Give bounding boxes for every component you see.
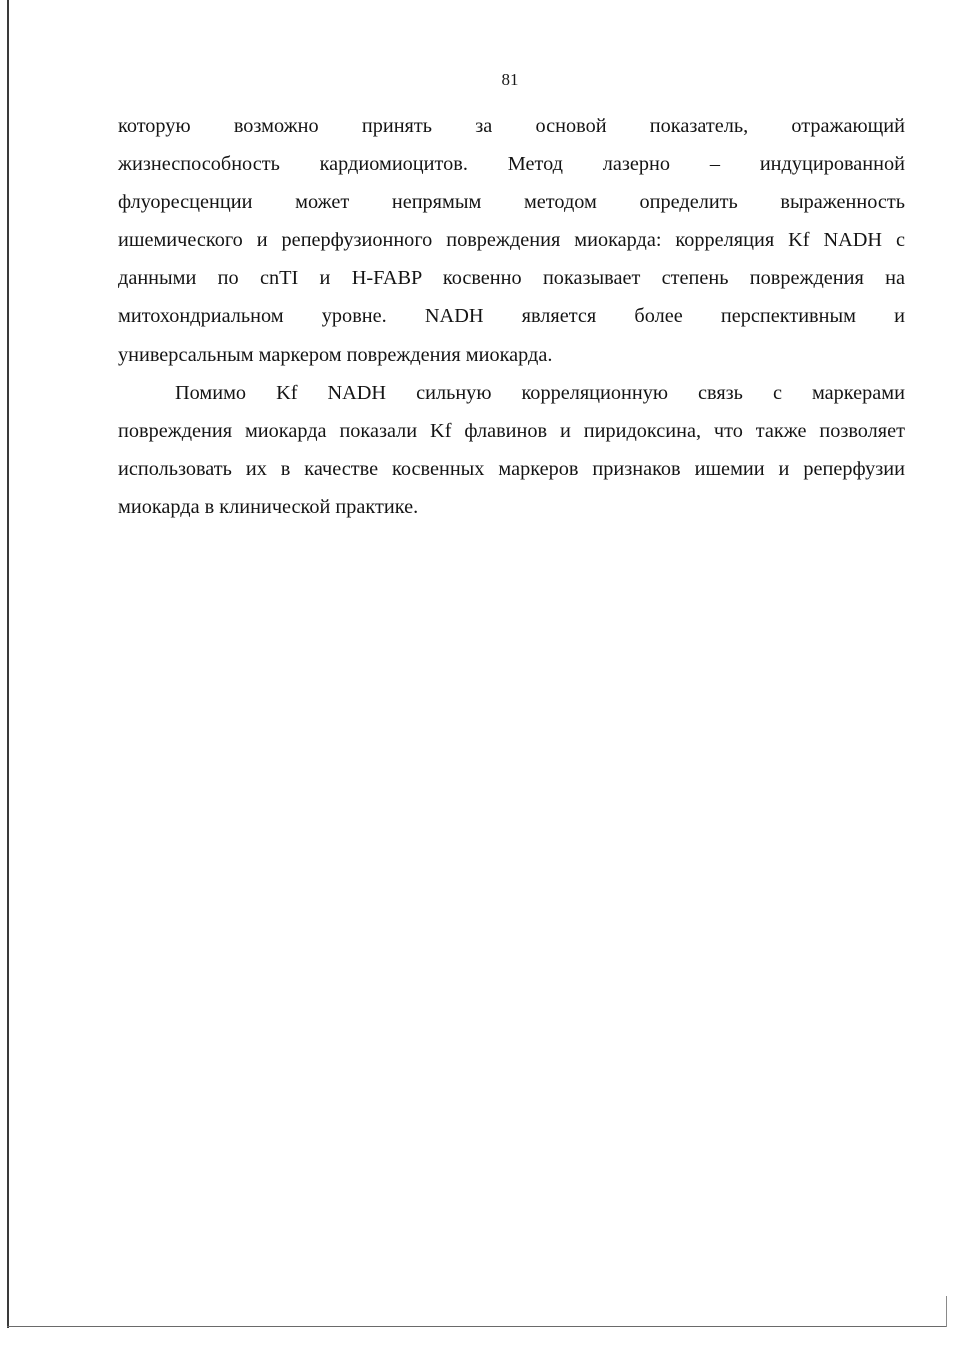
text-line: миокарда в клинической практике.: [118, 495, 419, 518]
scan-border-left: [7, 0, 9, 1328]
text-line: использовать их в качестве косвенных маркеров признаков ишемии и реперфузии: [118, 457, 905, 480]
text-line: флуоресценции может непрямым методом определить выраженность: [118, 191, 905, 214]
scan-border-bottom: [7, 1326, 947, 1327]
text-line: универсальным маркером повреждения миокарда.: [118, 343, 553, 366]
text-line: жизнеспособность кардиомиоцитов. Метод лазерно – индуцированной: [118, 153, 905, 176]
paragraph-1: [118, 107, 905, 374]
text-line: которую возможно принять за основой показатель, отражающий: [118, 115, 905, 137]
text-line: ишемического и реперфузионного повреждения миокарда: корреляция Kf NADH с: [118, 229, 905, 252]
scan-border-right: [946, 1296, 947, 1327]
text-line: Помимо Kf NADH сильную корреляционную связь с маркерами: [175, 381, 905, 404]
text-line: митохондриальном уровне. NADH является более перспективным и: [118, 305, 905, 328]
paragraph-2: [118, 374, 905, 526]
text-line: повреждения миокарда показали Kf флавинов и пиридоксина, что также позволяет: [118, 419, 905, 442]
text-line: данными по cnTI и H-FABP косвенно показывает степень повреждения на: [118, 267, 905, 290]
page-number: 81: [501, 70, 519, 89]
body-text: [118, 107, 905, 526]
